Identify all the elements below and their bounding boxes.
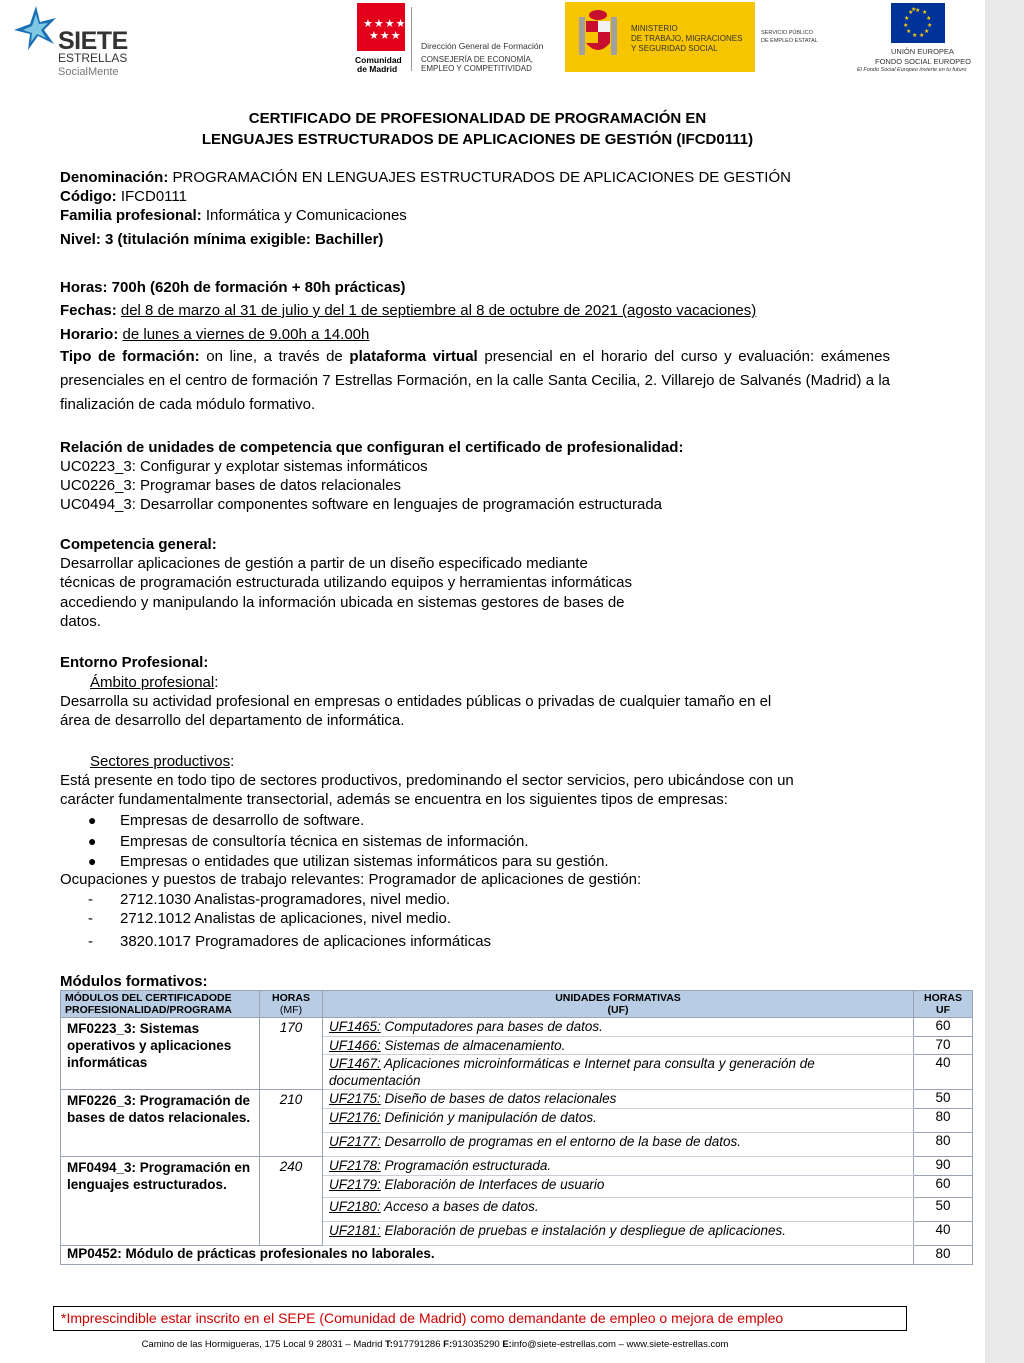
unit-cell [323, 1090, 914, 1109]
modulos-heading: Módulos formativos: [60, 973, 208, 990]
module-name-cell: MF0223_3: Sistemas operativos y aplicaciones informáticas [61, 1018, 260, 1090]
list-item [88, 910, 451, 928]
svg-text:★: ★ [908, 9, 914, 16]
ocupaciones-heading: Ocupaciones y puestos de trabajo relevantes: Programador de aplicaciones de gestión: [60, 871, 642, 888]
fechas-label: Fechas: [60, 302, 117, 319]
madrid-flag: ★★★★ ★★★ [357, 3, 405, 51]
unit-cell [323, 1055, 914, 1090]
footer-email-web: info@siete-estrellas.com – www.siete-estrellas.com [511, 1339, 729, 1350]
tipo-formacion-text-1: on line, a través de [199, 348, 350, 365]
uc-heading: Relación de unidades de competencia que configuran el certificado de profesionalidad: [60, 439, 684, 456]
unit-hours-cell: 80 [914, 1133, 973, 1157]
ambito-label: Ámbito profesional [90, 674, 215, 691]
entorno-heading: Entorno Profesional: [60, 654, 209, 671]
unit-code: UF2177: [329, 1134, 381, 1149]
unit-hours-cell: 50 [914, 1090, 973, 1109]
module-hours-cell: 170 [260, 1018, 323, 1090]
eu-text-2: FONDO SOCIAL EUROPEO [875, 57, 971, 66]
sectores-line: Sectores productivos: [90, 753, 235, 770]
footer-phone: 917791286 [392, 1339, 444, 1350]
eu-text-3: El Fondo Social Europeo invierte en tu futuro [857, 67, 967, 73]
unit-cell [323, 1222, 914, 1246]
ambito-line: Ámbito profesional: [90, 674, 219, 691]
svg-text:★: ★ [911, 6, 917, 13]
unit-name: Aplicaciones microinformáticas e Internet para consulta y generación de documentación [329, 1056, 815, 1088]
footer-fax: 913035290 [452, 1339, 503, 1350]
practicas-hours-cell: 80 [914, 1246, 973, 1265]
modulos-table [60, 990, 973, 1265]
sepe-requirement-note: *Imprescindible estar inscrito en el SEPE (Comunidad de Madrid) como demandante de empleo o mejora de empleo [53, 1306, 907, 1331]
horario-label: Horario: [60, 326, 119, 343]
table-row-practicas [61, 1246, 973, 1265]
unit-hours-cell: 80 [914, 1109, 973, 1133]
modulos-table-body [61, 1018, 973, 1265]
horario-value: de lunes a viernes de 9.00h a 14.00h [122, 326, 370, 343]
footer-address: Camino de las Hormigueras, 175 Local 9 28031 – Madrid [141, 1339, 386, 1350]
unit-code: UF1466: [329, 1038, 381, 1053]
bullet-text: Empresas de desarrollo de software. [120, 812, 365, 829]
unit-name: Computadores para bases de datos. [380, 1019, 603, 1034]
ministerio-text-1: MINISTERIO [631, 24, 678, 33]
eu-text-1: UNIÓN EUROPEA [891, 47, 954, 56]
unit-code: UF2181: [329, 1223, 381, 1238]
unit-hours-cell: 60 [914, 1018, 973, 1037]
unit-name: Elaboración de pruebas e instalación y despliegue de aplicaciones. [380, 1223, 787, 1238]
codigo-line [60, 188, 187, 206]
familia-label: Familia profesional: [60, 207, 202, 224]
ministerio-text-2: DE TRABAJO, MIGRACIONES [631, 34, 743, 43]
star-logo-icon [10, 4, 62, 52]
col-header-horas-uf [914, 991, 973, 1018]
madrid-consejeria-text-2: EMPLEO Y COMPETITIVIDAD [421, 64, 532, 73]
codigo-value: IFCD0111 [116, 188, 187, 205]
unit-cell [323, 1176, 914, 1198]
madrid-dg-text: Dirección General de Formación [421, 41, 544, 51]
unit-name: Definición y manipulación de datos. [380, 1110, 597, 1125]
competencia-line: datos. [60, 613, 101, 630]
sectores-text: carácter fundamentalmente transectorial, además se encuentra en los siguientes tipos de empresas: [60, 791, 728, 808]
svg-text:★: ★ [926, 15, 932, 22]
list-item [88, 891, 450, 909]
unit-hours-cell: 60 [914, 1176, 973, 1198]
svg-text:★: ★ [927, 22, 933, 29]
ocupacion-text: 3820.1017 Programadores de aplicaciones informáticas [120, 933, 492, 950]
unit-code: UF2178: [329, 1158, 381, 1173]
document-title-line-1: CERTIFICADO DE PROFESIONALIDAD DE PROGRAMACIÓN EN [248, 110, 707, 127]
unit-hours-cell: 40 [914, 1222, 973, 1246]
col-header-horas-mf [260, 991, 323, 1018]
siete-logo-text-3: SocialMente [58, 66, 119, 78]
nivel-line: Nivel: 3 (titulación mínima exigible: Bachiller) [60, 231, 384, 248]
svg-text:★: ★ [903, 22, 909, 29]
footer-label: T: [385, 1339, 393, 1350]
ambito-text: Desarrolla su actividad profesional en empresas o entidades públicas o privadas de cualquier tamaño en el [60, 693, 772, 710]
fechas-line [60, 302, 756, 320]
unit-cell [323, 1018, 914, 1037]
col-header-text: PROFESIONALIDAD/PROGRAMA [65, 1004, 232, 1016]
module-hours-cell: 210 [260, 1090, 323, 1157]
madrid-logo-text-2: de Madrid [357, 64, 398, 74]
svg-text:★: ★ [906, 28, 912, 35]
tipo-formacion-text-2: presencial en el horario del curso y evaluación: exámenes presenciales en el centro de formación 7 Estrellas Formación, en la calle Santa Cecilia, 2. Villarejo de Salvanés (Madrid) a la finalización de cada módulo formativo. [60, 348, 890, 413]
unit-code: UF1465: [329, 1019, 381, 1034]
sectores-text: Está presente en todo tipo de sectores productivos, predominando el sector servicios, pero ubicándose con un [60, 772, 794, 789]
coat-of-arms-icon [571, 7, 625, 67]
svg-text:★: ★ [922, 9, 928, 16]
madrid-consejeria-text-1: CONSEJERÍA DE ECONOMÍA, [421, 55, 534, 64]
siete-estrellas-logo [6, 4, 136, 82]
ministerio-text-3: Y SEGURIDAD SOCIAL [631, 44, 718, 53]
unit-code: UF2180: [329, 1199, 381, 1214]
col-header-text: HORAS [924, 992, 962, 1004]
unit-code: UF2179: [329, 1177, 381, 1192]
unit-code: UF1467: [329, 1056, 381, 1071]
svg-text:★: ★ [904, 15, 910, 22]
bullet-icon: ● [88, 853, 97, 869]
svg-text:★: ★ [915, 7, 921, 14]
svg-text:★: ★ [919, 32, 925, 39]
unit-name: Elaboración de Interfaces de usuario [380, 1177, 605, 1192]
ambito-text: área de desarrollo del departamento de informática. [60, 712, 405, 729]
document-title-line-2: LENGUAJES ESTRUCTURADOS DE APLICACIONES DE GESTIÓN (IFCD0111) [201, 131, 754, 148]
list-item [88, 832, 529, 851]
codigo-label: Código: [60, 188, 117, 205]
footer-label: E: [502, 1339, 512, 1350]
unit-name: Diseño de bases de datos relacionales [380, 1091, 617, 1106]
competencia-line: Desarrollar aplicaciones de gestión a partir de un diseño especificado mediante [60, 555, 588, 572]
svg-text:★: ★ [924, 28, 930, 35]
col-header-modulos [61, 991, 260, 1018]
eu-stars-icon [891, 3, 945, 43]
sepe-logo-text-2: DE EMPLEO ESTATAL [761, 38, 818, 44]
list-item [88, 852, 609, 871]
dash-icon: - [88, 910, 93, 927]
ministerio-logo [565, 2, 825, 72]
footer-contact [0, 1339, 870, 1350]
dash-icon: - [88, 933, 93, 950]
module-name-cell: MF0226_3: Programación de bases de datos relacionales. [61, 1090, 260, 1157]
tipo-formacion-paragraph [60, 345, 890, 417]
unit-hours-cell: 70 [914, 1037, 973, 1055]
tipo-formacion-bold: plataforma virtual [349, 348, 478, 365]
list-item [88, 933, 491, 951]
familia-value: Informática y Comunicaciones [201, 207, 407, 224]
ocupacion-text: 2712.1030 Analistas-programadores, nivel medio. [120, 891, 451, 908]
uc-item: UC0226_3: Programar bases de datos relacionales [60, 477, 402, 494]
tipo-formacion-label: Tipo de formación: [60, 348, 200, 365]
unit-hours-cell: 50 [914, 1198, 973, 1222]
unit-hours-cell: 90 [914, 1157, 973, 1176]
unit-cell [323, 1133, 914, 1157]
module-name-cell: MF0494_3: Programación en lenguajes estructurados. [61, 1157, 260, 1246]
sectores-label: Sectores productivos [90, 753, 231, 770]
unit-hours-cell: 40 [914, 1055, 973, 1090]
col-header-text: (MF) [279, 1004, 303, 1016]
table-header-row [61, 991, 973, 1018]
horas-line: Horas: 700h (620h de formación + 80h prácticas) [60, 279, 406, 296]
list-item [88, 811, 364, 830]
unit-name: Desarrollo de programas en el entorno de la base de datos. [380, 1134, 742, 1149]
unit-cell [323, 1198, 914, 1222]
module-hours-cell: 240 [260, 1157, 323, 1246]
bullet-icon: ● [88, 812, 97, 828]
union-europea-logo [845, 3, 985, 75]
bullet-text: Empresas o entidades que utilizan sistemas informáticos para su gestión. [120, 853, 609, 870]
table-row [61, 1090, 973, 1109]
horario-line [60, 326, 369, 344]
uc-item: UC0223_3: Configurar y explotar sistemas informáticos [60, 458, 428, 475]
col-header-uf [323, 991, 914, 1018]
bullet-text: Empresas de consultoría técnica en sistemas de información. [120, 833, 529, 850]
dash-icon: - [88, 891, 93, 908]
col-header-text: UNIDADES FORMATIVAS [555, 992, 681, 1004]
bullet-icon: ● [88, 833, 97, 849]
unit-code: UF2176: [329, 1110, 381, 1125]
siete-logo-text-1: SIETE [58, 27, 128, 55]
familia-line [60, 207, 407, 225]
competencia-heading: Competencia general: [60, 536, 217, 553]
unit-name: Acceso a bases de datos. [380, 1199, 539, 1214]
eu-flag [891, 3, 945, 43]
practicas-cell: MP0452: Módulo de prácticas profesionales no laborales. [61, 1246, 914, 1265]
unit-name: Sistemas de almacenamiento. [380, 1038, 566, 1053]
ocupacion-text: 2712.1012 Analistas de aplicaciones, nivel medio. [120, 910, 452, 927]
denominacion-line [60, 169, 791, 187]
col-header-text: UF [936, 1004, 950, 1016]
unit-cell [323, 1157, 914, 1176]
competencia-line: accediendo y manipulando la información ubicada en sistemas gestores de bases de [60, 594, 625, 611]
uc-item: UC0494_3: Desarrollar componentes software en lenguajes de programación estructurada [60, 496, 663, 513]
fechas-value: del 8 de marzo al 31 de julio y del 1 de septiembre al 8 de octubre de 2021 (agosto vacaciones) [120, 302, 757, 319]
footer-label: F: [443, 1339, 453, 1350]
table-row [61, 1018, 973, 1037]
comunidad-madrid-logo [355, 3, 560, 75]
col-header-text: (UF) [607, 1004, 629, 1016]
col-header-text: HORAS [272, 992, 310, 1004]
competencia-line: técnicas de programación estructurada utilizando equipos y herramientas informáticas [60, 574, 632, 591]
unit-cell [323, 1037, 914, 1055]
unit-code: UF2175: [329, 1091, 381, 1106]
madrid-logo-text-1: Comunidad [355, 55, 402, 65]
svg-text:★: ★ [912, 32, 918, 39]
siete-logo-text-2: ESTRELLAS [58, 51, 128, 65]
unit-cell [323, 1109, 914, 1133]
col-header-text: MÓDULOS DEL CERTIFICADODE [65, 992, 232, 1004]
denominacion-label: Denominación: [60, 169, 169, 186]
sepe-logo-text-1: SERVICIO PÚBLICO [761, 30, 813, 36]
table-row [61, 1157, 973, 1176]
unit-name: Programación estructurada. [380, 1158, 552, 1173]
denominacion-value: PROGRAMACIÓN EN LENGUAJES ESTRUCTURADOS DE APLICACIONES DE GESTIÓN [168, 169, 791, 186]
